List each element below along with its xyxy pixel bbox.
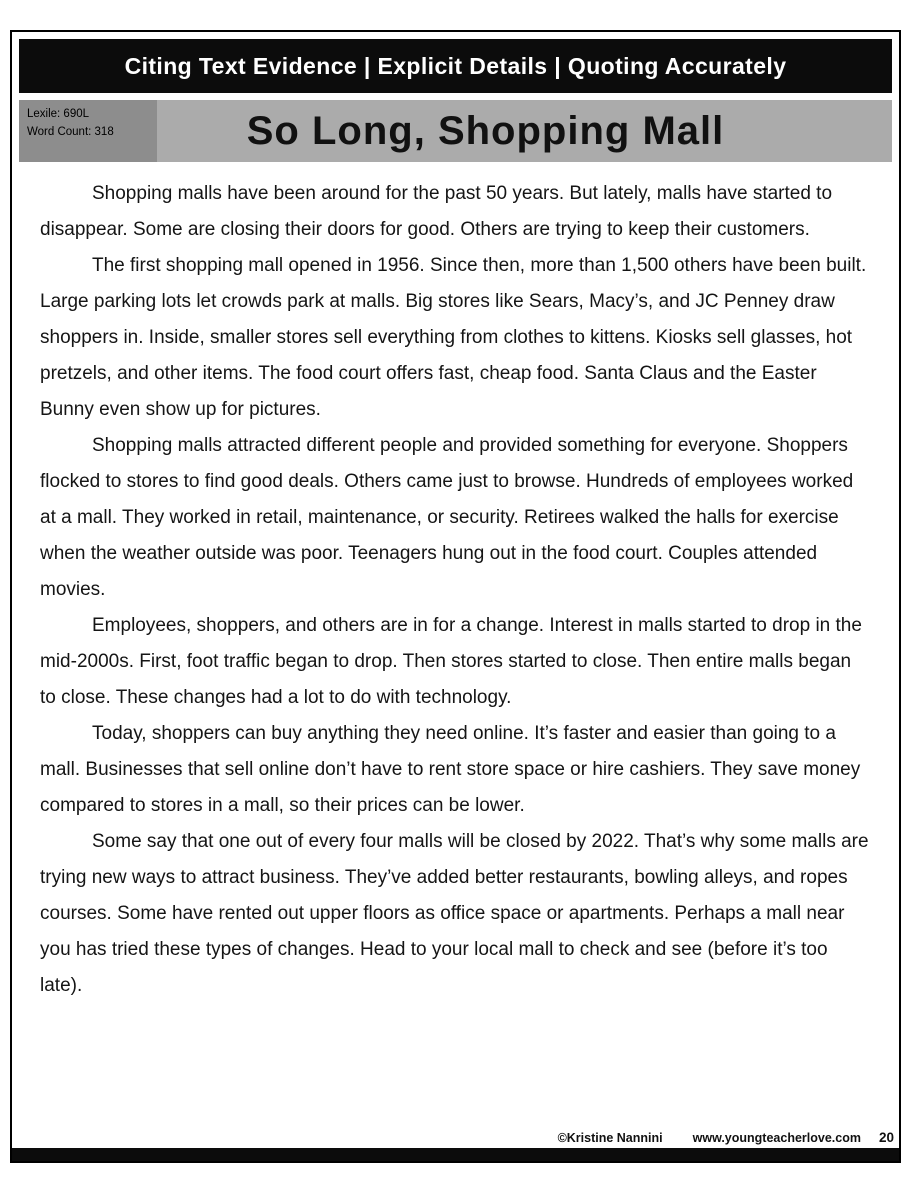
website-text: www.youngteacherlove.com (692, 1131, 861, 1145)
paragraph-3: Shopping malls attracted different people and provided something for everyone. Shoppers flocked to stores to find good deals. Others came just to browse. Hundreds of employees worked at a mall. They worked in retail, maintenance, or security. Retirees walked the halls for exercise when the weather outside was poor. Teenagers hung out in the food court. Couples attended movies. (40, 435, 854, 600)
lexile-box (19, 100, 157, 162)
paragraph-5: Today, shoppers can buy anything they need online. It’s faster and easier than going to a mall. Businesses that sell online don’t have to rent store space or hire cashiers. They save money compared to stores in a mall, so their prices can be lower. (40, 723, 861, 816)
lexile-label: Lexile: 690L (27, 108, 90, 120)
page-frame (10, 30, 901, 1163)
passage-title: So Long, Shopping Mall (246, 109, 725, 153)
page-number: 20 (878, 1130, 894, 1145)
bottom-bar (12, 1148, 899, 1161)
author-credit: ©Kristine Nannini (557, 1131, 663, 1145)
passage-body (12, 162, 899, 1128)
paragraph-4: Employees, shoppers, and others are in for a change. Interest in malls started to drop in the mid-2000s. First, foot traffic began to drop. Then stores started to close. Then entire malls began to close. These changes had a lot to do with technology. (40, 615, 862, 708)
word-count-label: Word Count: 318 (27, 125, 114, 138)
paragraph-2: The first shopping mall opened in 1956. Since then, more than 1,500 others have been built. Large parking lots let crowds park at malls. Big stores like Sears, Macy’s, and JC Penney draw shoppers in. Inside, smaller stores sell everything from clothes to kittens. Kiosks sell glasses, hot pretzels, and other items. The food court offers fast, cheap food. Santa Claus and the Easter Bunny even show up for pictures. (40, 255, 867, 420)
paragraph-1: Shopping malls have been around for the past 50 years. But lately, malls have started to disappear. Some are closing their doors for good. Others are trying to keep their customers. (40, 183, 833, 240)
skills-banner (19, 39, 892, 93)
paragraph-6: Some say that one out of every four malls will be closed by 2022. That’s why some malls are trying new ways to attract business. They’ve added better restaurants, bowling alleys, and ropes courses. Some have rented out upper floors as office space or apartments. Perhaps a mall near you has tried these types of changes. Head to your local mall to check and see (before it’s too late). (40, 831, 869, 996)
page-footer (12, 1128, 899, 1161)
passage-title-banner (19, 100, 892, 162)
credit-line (12, 1128, 899, 1148)
skills-banner-text: Citing Text Evidence | Explicit Details | Quoting Accurately (124, 52, 787, 79)
